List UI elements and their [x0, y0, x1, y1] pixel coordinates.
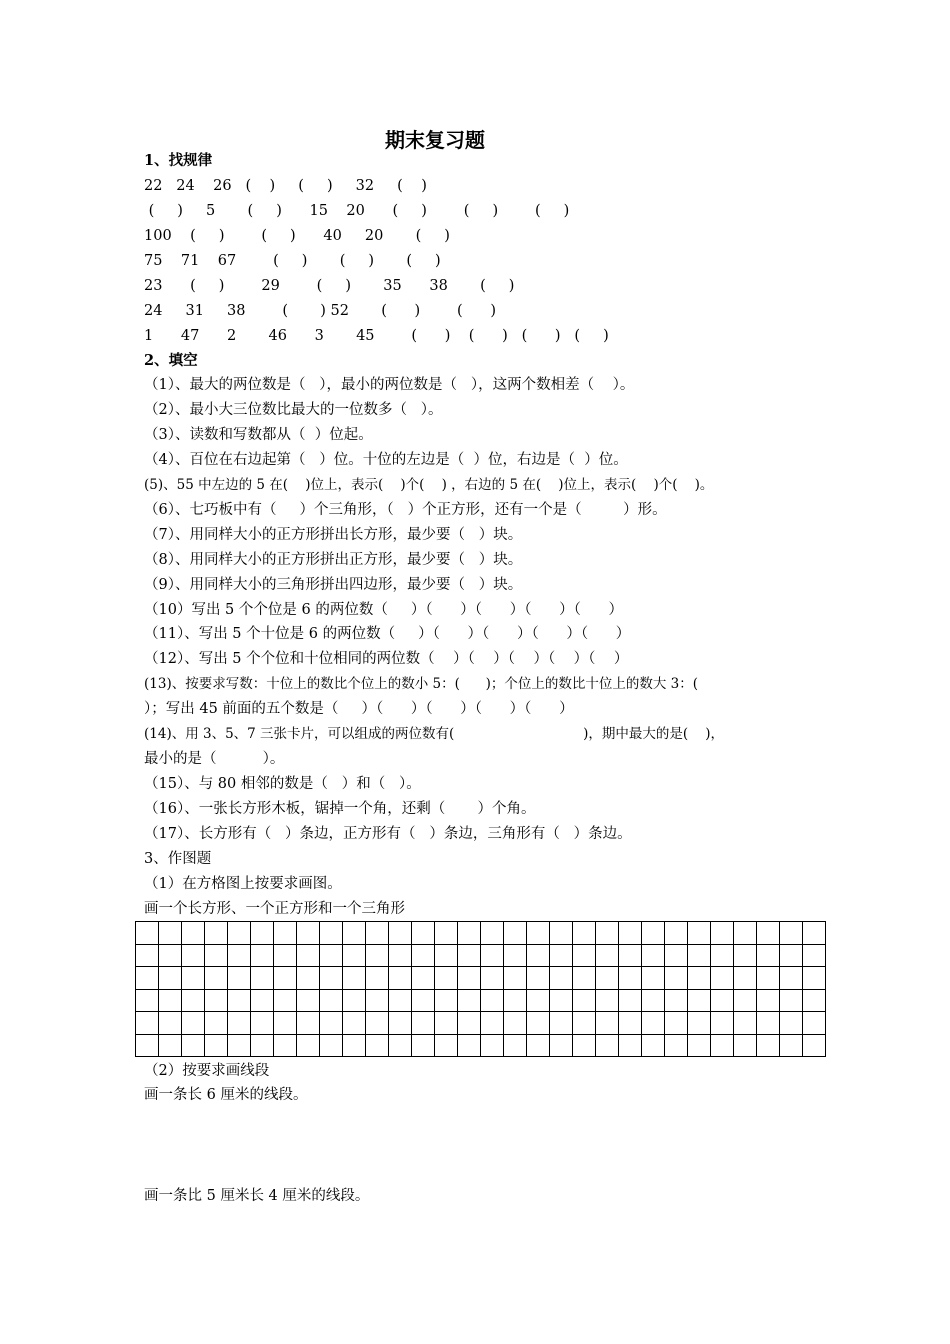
grid-cell — [297, 922, 320, 945]
grid-cell — [228, 967, 251, 990]
grid-cell — [136, 944, 159, 967]
grid-cell — [757, 989, 780, 1012]
pattern-row: 100 ( ) ( ) 40 20 ( ) — [144, 228, 450, 244]
grid-cell — [389, 989, 412, 1012]
grid-cell — [642, 989, 665, 1012]
grid-cell — [527, 944, 550, 967]
grid-cell — [343, 967, 366, 990]
grid-cell — [412, 967, 435, 990]
grid-cell — [228, 922, 251, 945]
grid-cell — [596, 1012, 619, 1035]
grid-cell — [458, 1034, 481, 1057]
grid-cell — [734, 1012, 757, 1035]
grid-cell — [136, 989, 159, 1012]
grid-cell — [504, 1034, 527, 1057]
grid-cell — [527, 1034, 550, 1057]
grid-cell — [780, 989, 803, 1012]
grid-cell — [205, 967, 228, 990]
grid-cell — [711, 989, 734, 1012]
grid-cell — [435, 1012, 458, 1035]
grid-cell — [573, 989, 596, 1012]
grid-cell — [343, 989, 366, 1012]
grid-cell — [251, 922, 274, 945]
grid-cell — [343, 1012, 366, 1035]
grid-cell — [389, 944, 412, 967]
grid-cell — [366, 922, 389, 945]
grid-cell — [550, 944, 573, 967]
fill-item: （11）、写出 5 个十位是 6 的两位数（ ）（ ）（ ）（ ）（ ） — [144, 626, 631, 642]
fill-item: （1）、最大的两位数是（ ），最小的两位数是（ ），这两个数相差（ ）。 — [144, 377, 635, 393]
grid-cell — [435, 1034, 458, 1057]
grid-cell — [297, 1012, 320, 1035]
grid-cell — [573, 1012, 596, 1035]
grid-cell — [435, 922, 458, 945]
grid-cell — [642, 944, 665, 967]
grid-cell — [642, 967, 665, 990]
grid-cell — [734, 944, 757, 967]
grid-cell — [136, 922, 159, 945]
grid-cell — [596, 944, 619, 967]
fill-item: (14)、用 3、5、7 三张卡片，可以组成的两位数有( )，期中最大的是( )， — [144, 726, 725, 742]
grid-cell — [481, 1012, 504, 1035]
grid-cell — [435, 989, 458, 1012]
fill-item: （17）、长方形有（ ）条边，正方形有（ ）条边，三角形有（ ）条边。 — [144, 826, 632, 842]
pattern-row: 1 47 2 46 3 45 ( ) ( ) ( ) ( ) — [144, 328, 609, 344]
grid-cell — [182, 922, 205, 945]
grid-cell — [780, 922, 803, 945]
drawing-part2-task1: 画一条长 6 厘米的线段。 — [144, 1087, 308, 1103]
grid-cell — [665, 1012, 688, 1035]
page-title: 期末复习题 — [385, 128, 485, 152]
grid-cell — [412, 1034, 435, 1057]
grid-cell — [550, 1034, 573, 1057]
grid-cell — [619, 967, 642, 990]
grid-cell — [688, 967, 711, 990]
grid-cell — [458, 944, 481, 967]
fill-item: （15）、与 80 相邻的数是（ ）和（ ）。 — [144, 776, 421, 792]
grid-cell — [458, 922, 481, 945]
fill-item: （6）、七巧板中有（ ）个三角形，（ ）个正方形，还有一个是（ ）形。 — [144, 502, 667, 518]
grid-cell — [780, 944, 803, 967]
grid-cell — [803, 1034, 826, 1057]
grid-cell — [205, 944, 228, 967]
grid-cell — [504, 989, 527, 1012]
section3-heading: 3、作图题 — [144, 851, 212, 867]
grid-cell — [320, 989, 343, 1012]
grid-cell — [711, 944, 734, 967]
grid-cell — [550, 967, 573, 990]
grid-cell — [205, 989, 228, 1012]
grid-cell — [136, 1012, 159, 1035]
grid-cell — [619, 922, 642, 945]
grid-cell — [504, 944, 527, 967]
grid-cell — [481, 967, 504, 990]
grid-cell — [504, 922, 527, 945]
grid-cell — [573, 1034, 596, 1057]
grid-cell — [665, 944, 688, 967]
grid-cell — [550, 1012, 573, 1035]
grid-cell — [757, 967, 780, 990]
grid-cell — [366, 989, 389, 1012]
grid-cell — [182, 1034, 205, 1057]
grid-cell — [688, 922, 711, 945]
grid-cell — [803, 922, 826, 945]
grid-cell — [274, 922, 297, 945]
square-grid — [135, 921, 826, 1057]
grid-cell — [159, 1012, 182, 1035]
grid-cell — [389, 1034, 412, 1057]
grid-cell — [320, 944, 343, 967]
grid-cell — [182, 1012, 205, 1035]
drawing-part1-task: 画一个长方形、一个正方形和一个三角形 — [144, 901, 405, 917]
grid-cell — [757, 922, 780, 945]
fill-item: ）；写出 45 前面的五个数是（ ）（ ）（ ）（ ）（ ） — [144, 701, 574, 717]
grid-cell — [389, 1012, 412, 1035]
grid-cell — [320, 1034, 343, 1057]
grid-cell — [366, 967, 389, 990]
grid-cell — [780, 1034, 803, 1057]
grid-cell — [320, 922, 343, 945]
grid-cell — [274, 1012, 297, 1035]
grid-cell — [596, 967, 619, 990]
grid-cell — [182, 989, 205, 1012]
grid-cell — [251, 1012, 274, 1035]
grid-cell — [389, 967, 412, 990]
grid-cell — [527, 922, 550, 945]
grid-cell — [274, 967, 297, 990]
grid-cell — [182, 944, 205, 967]
drawing-part2: （2）按要求画线段 — [144, 1063, 270, 1079]
fill-item: (13)、按要求写数：十位上的数比个位上的数小 5：( )；个位上的数比十位上的数大 3：( — [144, 676, 699, 692]
grid-cell — [757, 1012, 780, 1035]
grid-cell — [412, 944, 435, 967]
grid-cell — [205, 922, 228, 945]
grid-cell — [458, 967, 481, 990]
grid-cell — [642, 922, 665, 945]
grid-cell — [550, 989, 573, 1012]
fill-item: （10）写出 5 个个位是 6 的两位数（ ）（ ）（ ）（ ）（ ） — [144, 602, 624, 618]
grid-cell — [527, 1012, 550, 1035]
grid-cell — [665, 922, 688, 945]
fill-item: （2）、最小大三位数比最大的一位数多（ ）。 — [144, 402, 443, 418]
grid-cell — [412, 1012, 435, 1035]
drawing-part1: （1）在方格图上按要求画图。 — [144, 876, 342, 892]
grid-cell — [573, 944, 596, 967]
grid-cell — [228, 1012, 251, 1035]
grid-cell — [504, 1012, 527, 1035]
grid-cell — [412, 989, 435, 1012]
grid-cell — [688, 1034, 711, 1057]
grid-cell — [711, 1012, 734, 1035]
grid-cell — [297, 944, 320, 967]
grid-cell — [228, 989, 251, 1012]
grid-cell — [343, 944, 366, 967]
grid-cell — [619, 1012, 642, 1035]
grid-cell — [642, 1012, 665, 1035]
grid-cell — [596, 1034, 619, 1057]
pattern-row: ( ) 5 ( ) 15 20 ( ) ( ) ( ) — [144, 203, 570, 219]
section2-heading: 2、填空 — [144, 352, 198, 369]
grid-cell — [228, 944, 251, 967]
grid-cell — [550, 922, 573, 945]
grid-cell — [573, 967, 596, 990]
fill-item: （12）、写出 5 个个位和十位相同的两位数（ ）（ ）（ ）（ ）（ ） — [144, 651, 629, 667]
grid-cell — [412, 922, 435, 945]
grid-cell — [757, 944, 780, 967]
grid-cell — [251, 967, 274, 990]
fill-item: （9）、用同样大小的三角形拼出四边形，最少要（ ）块。 — [144, 577, 523, 593]
grid-cell — [366, 1034, 389, 1057]
fill-item: 最小的是（ ）。 — [144, 751, 285, 767]
grid-cell — [159, 944, 182, 967]
grid-cell — [803, 967, 826, 990]
grid-cell — [711, 922, 734, 945]
grid-cell — [159, 922, 182, 945]
fill-item: (5)、55 中左边的 5 在( )位上，表示( )个( ) ，右边的 5 在( )位上，表示( )个( )。 — [144, 477, 714, 493]
drawing-part2-task2: 画一条比 5 厘米长 4 厘米的线段。 — [144, 1188, 370, 1204]
pattern-row: 24 31 38 ( ) 52 ( ) ( ) — [144, 303, 497, 319]
grid-cell — [665, 989, 688, 1012]
grid-cell — [366, 1012, 389, 1035]
grid-cell — [435, 944, 458, 967]
grid-cell — [251, 1034, 274, 1057]
grid-cell — [688, 1012, 711, 1035]
grid-cell — [136, 967, 159, 990]
grid-cell — [182, 967, 205, 990]
grid-cell — [251, 944, 274, 967]
grid-cell — [389, 922, 412, 945]
grid-cell — [803, 1012, 826, 1035]
grid-cell — [803, 989, 826, 1012]
grid-cell — [504, 967, 527, 990]
grid-cell — [619, 989, 642, 1012]
grid-cell — [734, 1034, 757, 1057]
grid-cell — [366, 944, 389, 967]
grid-cell — [619, 944, 642, 967]
grid-cell — [205, 1034, 228, 1057]
grid-cell — [780, 967, 803, 990]
grid-cell — [481, 922, 504, 945]
grid-cell — [297, 989, 320, 1012]
grid-cell — [665, 967, 688, 990]
grid-cell — [596, 922, 619, 945]
grid-cell — [573, 922, 596, 945]
grid-cell — [343, 922, 366, 945]
fill-item: （8）、用同样大小的正方形拼出正方形，最少要（ ）块。 — [144, 552, 523, 568]
grid-cell — [757, 1034, 780, 1057]
grid-cell — [320, 1012, 343, 1035]
fill-item: （4）、百位在右边起第（ ）位。十位的左边是（ ）位，右边是（ ）位。 — [144, 452, 628, 468]
grid-cell — [711, 967, 734, 990]
grid-cell — [343, 1034, 366, 1057]
grid-cell — [297, 1034, 320, 1057]
grid-cell — [596, 989, 619, 1012]
grid-cell — [665, 1034, 688, 1057]
fill-item: （16）、一张长方形木板，锯掉一个角，还剩（ ）个角。 — [144, 801, 536, 817]
fill-item: （7）、用同样大小的正方形拼出长方形，最少要（ ）块。 — [144, 527, 523, 543]
pattern-row: 75 71 67 ( ) ( ) ( ) — [144, 253, 441, 269]
grid-cell — [159, 989, 182, 1012]
grid-cell — [527, 989, 550, 1012]
grid-cell — [734, 967, 757, 990]
grid-cell — [803, 944, 826, 967]
grid-cell — [136, 1034, 159, 1057]
grid-cell — [274, 1034, 297, 1057]
grid-cell — [527, 967, 550, 990]
grid-cell — [159, 967, 182, 990]
fill-item: （3）、读数和写数都从（ ）位起。 — [144, 427, 373, 443]
pattern-row: 22 24 26 ( ) ( ) 32 ( ) — [144, 178, 427, 194]
grid-cell — [320, 967, 343, 990]
grid-cell — [274, 989, 297, 1012]
pattern-row: 23 ( ) 29 ( ) 35 38 ( ) — [144, 278, 515, 294]
grid-cell — [688, 989, 711, 1012]
grid-cell — [780, 1012, 803, 1035]
grid-cell — [251, 989, 274, 1012]
grid-cell — [458, 1012, 481, 1035]
grid-cell — [205, 1012, 228, 1035]
grid-cell — [481, 1034, 504, 1057]
grid-cell — [734, 922, 757, 945]
grid-cell — [435, 967, 458, 990]
grid-cell — [159, 1034, 182, 1057]
grid-cell — [642, 1034, 665, 1057]
grid-cell — [688, 944, 711, 967]
section1-heading: 1、找规律 — [144, 152, 213, 169]
grid-cell — [481, 989, 504, 1012]
grid-cell — [711, 1034, 734, 1057]
grid-cell — [458, 989, 481, 1012]
grid-cell — [619, 1034, 642, 1057]
grid-cell — [297, 967, 320, 990]
grid-cell — [734, 989, 757, 1012]
grid-cell — [274, 944, 297, 967]
grid-cell — [228, 1034, 251, 1057]
grid-cell — [481, 944, 504, 967]
